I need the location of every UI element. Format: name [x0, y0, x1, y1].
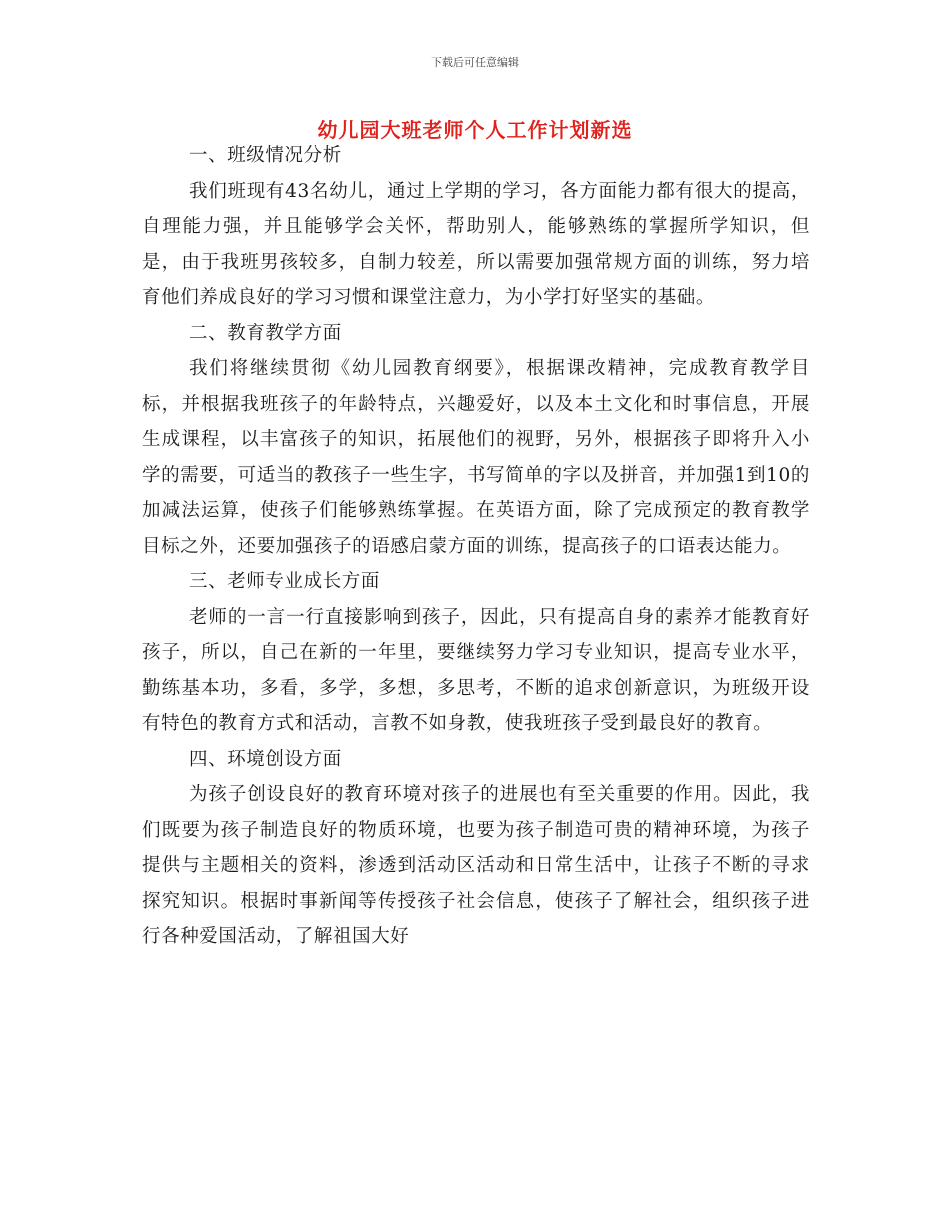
- section-paragraph-2: 我们将继续贯彻《幼儿园教育纲要》，根据课改精神，完成教育教学目标，并根据我班孩子的年龄特点，兴趣爱好，以及本土文化和时事信息，开展生成课程，以丰富孩子的知识，拓展他们的视野，另外，根据孩子即将升入小学的需要，可适当的教孩子一些生字，书写简单的字以及拼音，并加强1到10的加减法运算，使孩子们能够熟练掌握。在英语方面，除了完成预定的教育教学目标之外，还要加强孩子的语感启蒙方面的训练，提高孩子的口语表达能力。: [142, 358, 810, 557]
- document-title: 幼儿园大班老师个人工作计划新选: [317, 118, 633, 142]
- document-body: [142, 138, 810, 955]
- section-heading-4: 四、环境创设方面: [189, 748, 342, 770]
- section-paragraph-3: 老师的一言一行直接影响到孩子，因此，只有提高自身的素养才能教育好孩子，所以，自己在新的一年里，要继续努力学习专业知识，提高专业水平，勤练基本功，多看，多学，多想，多思考，不断的追求创新意识，为班级开设有特色的教育方式和活动，言教不如身教，使我班孩子受到最良好的教育。: [142, 606, 810, 734]
- section-heading-3: 三、老师专业成长方面: [189, 571, 381, 592]
- section-paragraph-1: 我们班现有43名幼儿，通过上学期的学习，各方面能力都有很大的提高，自理能力强，并且能够学会关怀，帮助别人，能够熟练的掌握所学知识，但是，由于我班男孩较多，自制力较差，所以需要加强常规方面的训练，努力培育他们养成良好的学习习惯和课堂注意力，为小学打好坚实的基础。: [142, 180, 810, 308]
- section-heading-1: 一、班级情况分析: [189, 145, 342, 166]
- section-paragraph-4: 为孩子创设良好的教育环境对孩子的进展也有至关重要的作用。因此，我们既要为孩子制造良好的物质环境，也要为孩子制造可贵的精神环境，为孩子提供与主题相关的资料，渗透到活动区活动和日常生活中，让孩子不断的寻求探究知识。根据时事新闻等传授孩子社会信息，使孩子了解社会，组织孩子进行各种爱国活动，了解祖国大好: [142, 784, 810, 947]
- section-heading-2: 二、教育教学方面: [189, 322, 342, 344]
- header-note: 下载后可任意编辑: [431, 56, 519, 69]
